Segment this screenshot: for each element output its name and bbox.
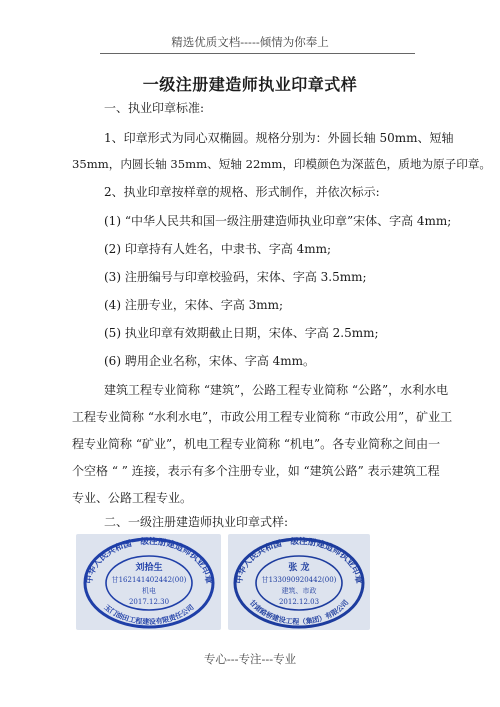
section-heading-1: 一、执业印章标准: [104,101,205,115]
list-item: (2) 印章持有人姓名，中隶书、字高 4mm; [104,242,332,256]
paragraph-line: 2、执业印章按样章的规格、形式制作，并依次标示: [104,185,380,199]
paragraph-line: 工程专业简称 “水利水电”，市政公用工程专业简称 “市政公用”，矿业工 [72,410,453,424]
stamp-registration-number: 甘133090920442(00) [261,576,337,584]
stamp-specialty: 机电 [142,587,156,595]
list-item: (1) “中华人民共和国一级注册建造师执业印章”宋体、字高 4mm; [104,214,452,228]
document-title: 一级注册建造师执业印章式样 [142,75,358,94]
list-item: (6) 聘用企业名称，宋体、字高 4mm。 [104,354,316,368]
stamp-expiry-date: 2012.12.03 [278,598,320,606]
header-divider [100,53,415,54]
paragraph-line: 35mm，内圆长轴 35mm、短轴 22mm，印模颜色为深蓝色，质地为原子印章。 [72,157,492,171]
stamp-image-2 [228,534,370,630]
stamp-outer-text: 中华人民共和国一级注册建造师执业印章 [234,536,364,585]
list-item: (3) 注册编号与印章校验码，宋体、字高 3.5mm; [104,270,367,284]
paragraph-line: 个空格 “ ” 连接，表示有多个注册专业，如 “建筑公路” 表示建筑工程 [72,464,440,478]
paragraph-line: 专业、公路工程专业。 [72,491,193,505]
stamp-company-text: 玉门油田工程建设有限责任公司 [102,603,196,627]
stamp-expiry-date: 2017.12.30 [128,598,170,606]
stamp-specialty: 建筑、市政 [281,587,317,595]
stamp-outer-text: 中华人民共和国一级注册建造师执业印章 [84,536,214,585]
page-header: 精选优质文档-----倾情为你奉上 [171,35,329,49]
section-heading-2: 二、一级注册建造师执业印章式样: [104,515,289,529]
list-item: (4) 注册专业，宋体、字高 3mm; [104,298,284,312]
paragraph-line: 程专业简称 “矿业”，机电工程专业简称 “机电”。各专业简称之间由一 [72,437,441,451]
stamp-registration-number: 甘162141402442(00) [111,576,187,584]
paragraph-line: 建筑工程专业简称 “建筑”，公路工程专业简称 “公路”，水利水电 [104,383,449,397]
stamp-svg-2 [228,534,370,630]
stamp-holder-name: 张 龙 [288,563,310,573]
stamp-image-1 [76,534,221,630]
paragraph-line: 1、印章形式为同心双椭圆。规格分别为：外圆长轴 50mm、短轴 [104,131,454,145]
stamp-holder-name: 刘拾生 [135,563,163,573]
page-footer: 专心---专注---专业 [203,652,297,666]
stamp-company-text: 甘肃路桥建设工程（集团）有限公司 [247,598,351,627]
list-item: (5) 执业印章有效期截止日期，宋体、字高 2.5mm; [104,326,379,340]
stamp-svg-1 [76,534,221,630]
